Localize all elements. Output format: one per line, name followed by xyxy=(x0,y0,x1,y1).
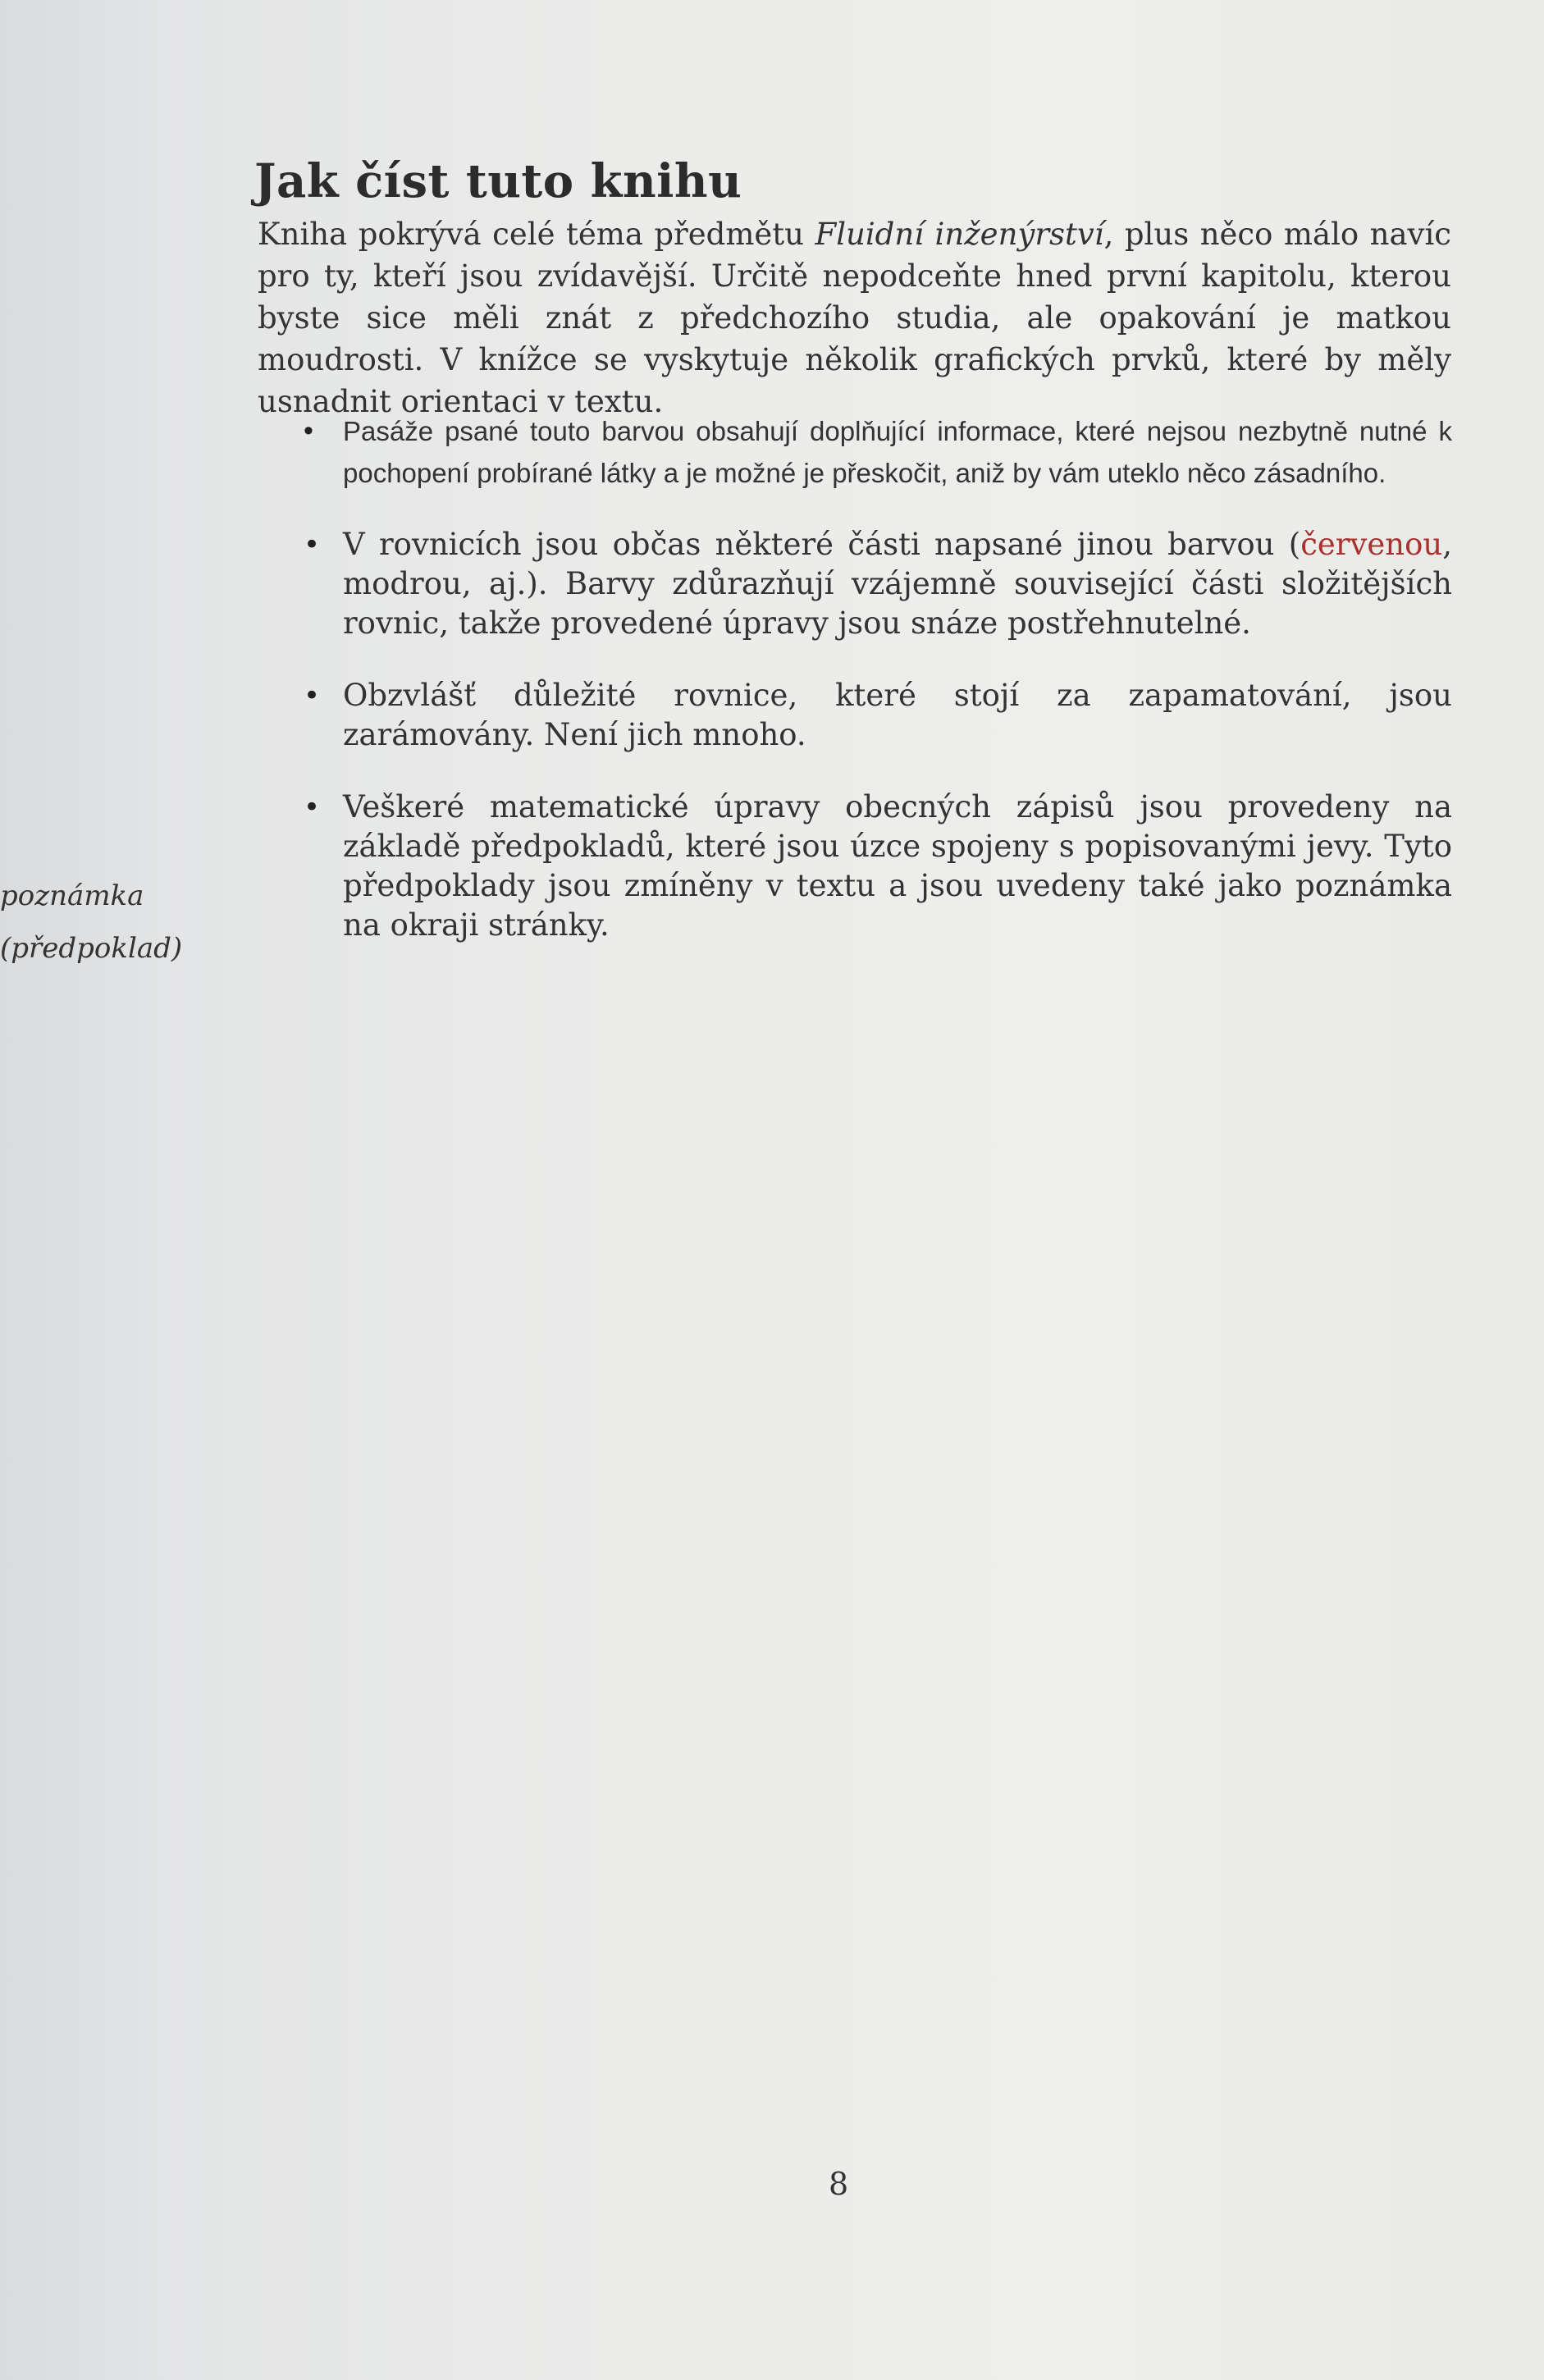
bullet-marker: • xyxy=(304,415,313,446)
page-number: 8 xyxy=(829,2166,849,2202)
list-item-text: Veškeré matematické úpravy obecných zápisů jsou provedeny na základě předpokladů, které jsou úzce spojeny s popisovanými jevy. Tyto předpoklady jsou zmíněny v textu a jsou uvedeny také jako poznámka na okraji stránky. xyxy=(343,789,1452,943)
margin-note-line-1: poznámka xyxy=(0,879,144,912)
list-item-text-end: , modrou, aj.). Barvy zdůrazňují vzájemně související části složitějších rovnic, takže provedené úpravy jsou snáze postřehnutelné. xyxy=(343,527,1452,641)
intro-text-start: Kniha pokrývá celé téma předmětu xyxy=(258,217,815,252)
list-item-boxed-equations xyxy=(304,676,1452,755)
intro-text-end: , plus něco málo navíc pro ty, kteří jsou zvídavější. Určitě nepodceňte hned první kapitolu, kterou byste sice měli znát z předchozího studia, ale opakování je matkou moudrosti. V knížce se vyskytuje několik grafických prvků, které by měly usnadnit orientaci v textu. xyxy=(258,217,1452,419)
list-item-text xyxy=(343,527,1452,641)
list-item-text: Pasáže psané touto barvou obsahují doplňující informace, které nejsou nezbytně nutné k pochopení probírané látky a je možné je přeskočit, aniž by vám uteklo něco zásadního. xyxy=(343,416,1452,488)
list-item-text-start: V rovnicích jsou občas některé části napsané jinou barvou ( xyxy=(343,527,1301,562)
bullet-marker: • xyxy=(304,679,321,712)
list-item-text: Obzvlášť důležité rovnice, které stojí za zapamatování, jsou zarámovány. Není jich mnoho. xyxy=(343,678,1452,752)
list-item-assumptions xyxy=(304,788,1452,945)
list-item-optional-passages xyxy=(304,410,1452,494)
margin-note-line-2: (předpoklad) xyxy=(0,932,183,965)
page-title: Jak číst tuto knihu xyxy=(254,153,742,208)
feature-list xyxy=(304,410,1452,978)
bullet-marker: • xyxy=(304,528,321,561)
bullet-marker: • xyxy=(304,791,321,824)
red-highlight-word: červenou xyxy=(1300,527,1443,562)
margin-note xyxy=(0,870,183,975)
intro-subject-name: Fluidní inženýrství xyxy=(815,217,1104,252)
list-item-colored-equations xyxy=(304,525,1452,643)
intro-paragraph xyxy=(258,213,1451,423)
